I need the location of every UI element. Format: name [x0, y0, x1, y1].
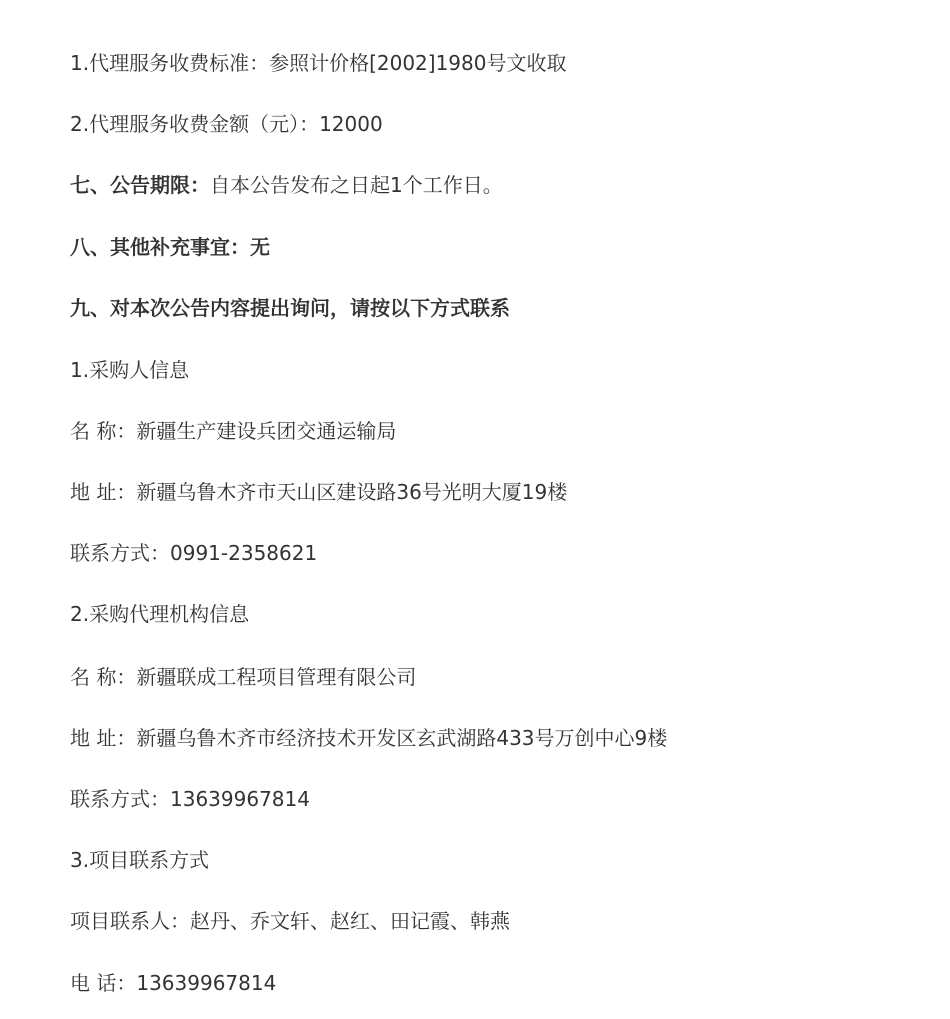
line-text: 地 址：新疆乌鲁木齐市经济技术开发区玄武湖路433号万创中心9楼	[70, 726, 668, 750]
section-heading: 九、对本次公告内容提出询问，请按以下方式联系	[70, 296, 510, 320]
announcement-period	[70, 172, 503, 198]
agency-contact	[70, 786, 310, 812]
line-text: 自本公告发布之日起1个工作日。	[210, 173, 503, 197]
agency-info-title	[70, 601, 249, 627]
project-contact-title	[70, 847, 209, 873]
line-text: 2.代理服务收费金额（元）：12000	[70, 112, 383, 136]
line-text: 名 称：新疆生产建设兵团交通运输局	[70, 419, 397, 443]
purchaser-info-title	[70, 357, 189, 383]
other-matters	[70, 234, 270, 260]
line-text: 1.代理服务收费标准：参照计价格[2002]1980号文收取	[70, 51, 567, 75]
line-text: 名 称：新疆联成工程项目管理有限公司	[70, 665, 417, 689]
inquiry-contact-heading	[70, 295, 510, 321]
agency-name	[70, 664, 416, 690]
purchaser-name	[70, 418, 396, 444]
project-phone	[70, 970, 276, 996]
project-contact-persons	[70, 908, 510, 934]
line-text: 2.采购代理机构信息	[70, 602, 250, 626]
purchaser-contact	[70, 540, 317, 566]
line-text: 电 话：13639967814	[70, 971, 277, 995]
line-text: 联系方式：13639967814	[70, 787, 310, 811]
agency-fee-amount	[70, 111, 383, 137]
line-text: 联系方式：0991-2358621	[70, 541, 318, 565]
agency-address	[70, 725, 667, 751]
line-text: 1.采购人信息	[70, 358, 190, 382]
line-text: 地 址：新疆乌鲁木齐市天山区建设路36号光明大厦19楼	[70, 480, 568, 504]
section-heading: 七、公告期限：	[70, 173, 210, 197]
section-heading: 八、其他补充事宜：无	[70, 235, 270, 259]
purchaser-address	[70, 479, 567, 505]
line-text: 项目联系人：赵丹、乔文轩、赵红、田记霞、韩燕	[70, 909, 510, 933]
line-text: 3.项目联系方式	[70, 848, 210, 872]
agency-fee-standard	[70, 50, 566, 76]
